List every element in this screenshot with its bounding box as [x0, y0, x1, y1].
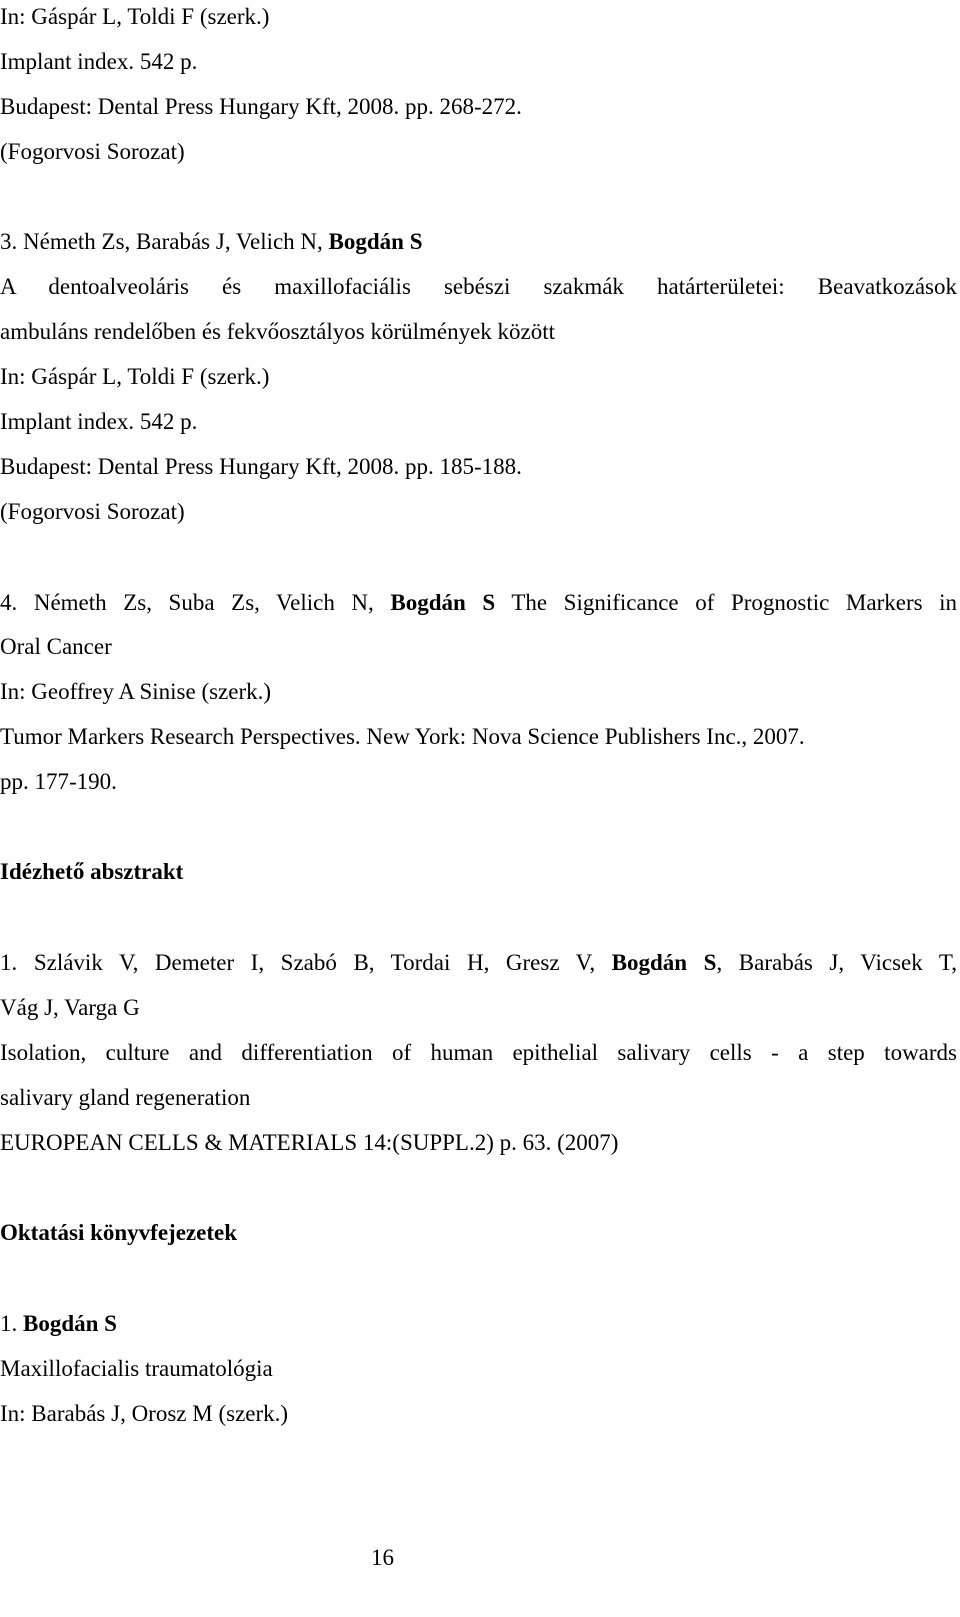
entry-3-title-line-1: A dentoalveoláris és maxillofaciális sebészi szakmák határterületei: Beavatkozások: [0, 274, 957, 299]
abstract-1-authors-line-2: Vág J, Varga G: [0, 995, 140, 1020]
entry-number: 4.: [0, 590, 18, 615]
entry-3-publisher: Budapest: Dental Press Hungary Kft, 2008. pp. 185-188.: [0, 454, 522, 479]
authors-continued: , Barabás J, Vicsek T,: [716, 950, 958, 975]
authors: Németh Zs, Barabás J, Velich N,: [23, 229, 323, 254]
highlighted-author: Bogdán S: [390, 590, 496, 615]
entry-4-book: Tumor Markers Research Perspectives. New York: Nova Science Publishers Inc., 2007.: [0, 724, 805, 749]
entry-number: 3.: [0, 229, 18, 254]
entry-4-pages: pp. 177-190.: [0, 769, 117, 794]
entry-4-editors: In: Geoffrey A Sinise (szerk.): [0, 679, 272, 704]
textbook-1-editors: In: Barabás J, Orosz M (szerk.): [0, 1401, 289, 1426]
entry-3-editors: In: Gáspár L, Toldi F (szerk.): [0, 364, 270, 389]
reference-publisher: Budapest: Dental Press Hungary Kft, 2008. pp. 268-272.: [0, 94, 522, 119]
reference-series: (Fogorvosi Sorozat): [0, 139, 185, 164]
abstract-1-title-line-2: salivary gland regeneration: [0, 1085, 251, 1110]
highlighted-author: Bogdán S: [23, 1311, 117, 1336]
page-number: 16: [371, 1545, 394, 1570]
entry-3-authors: [0, 228, 423, 256]
textbook-1-title: Maxillofacialis traumatológia: [0, 1356, 273, 1381]
authors: Németh Zs, Suba Zs, Velich N,: [33, 590, 374, 615]
entry-number: 1.: [0, 1311, 18, 1336]
abstract-1-journal: EUROPEAN CELLS & MATERIALS 14:(SUPPL.2) p. 63. (2007): [0, 1130, 619, 1155]
entry-4-authors-title: [0, 589, 957, 617]
title-start: The Significance of Prognostic Markers in: [511, 590, 958, 615]
highlighted-author: Bogdán S: [611, 950, 717, 975]
entry-3-book: Implant index. 542 p.: [0, 409, 198, 434]
reference-editors: In: Gáspár L, Toldi F (szerk.): [0, 4, 270, 29]
section-heading-textbook-chapters: Oktatási könyvfejezetek: [0, 1220, 237, 1245]
entry-4-title-line-2: Oral Cancer: [0, 634, 112, 659]
entry-3-series: (Fogorvosi Sorozat): [0, 499, 185, 524]
textbook-1-author: [0, 1310, 117, 1338]
abstract-1-title-line-1: Isolation, culture and differentiation of human epithelial salivary cells - a step towards: [0, 1040, 957, 1065]
entry-3-title-line-2: ambuláns rendelőben és fekvőosztályos körülmények között: [0, 319, 556, 344]
section-heading-abstracts: Idézhető absztrakt: [0, 859, 184, 884]
abstract-1-authors-line-1: [0, 949, 957, 977]
reference-book: Implant index. 542 p.: [0, 49, 198, 74]
entry-number: 1.: [0, 950, 18, 975]
highlighted-author: Bogdán S: [328, 229, 423, 254]
authors: Szlávik V, Demeter I, Szabó B, Tordai H, Gresz V,: [33, 950, 596, 975]
